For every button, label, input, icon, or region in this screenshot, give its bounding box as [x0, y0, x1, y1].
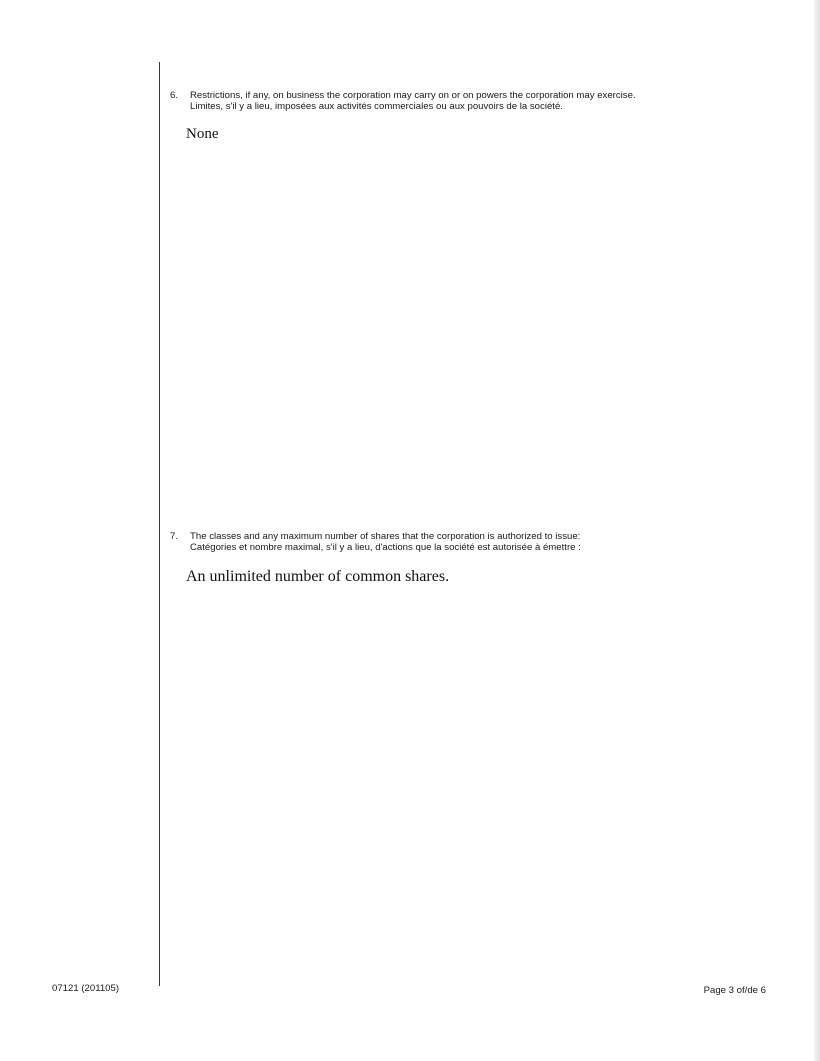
page-edge-shadow — [814, 0, 820, 1061]
section-6-restrictions — [170, 90, 790, 143]
page-number: Page 3 of/de 6 — [703, 985, 766, 996]
section-number: 6. — [170, 90, 179, 101]
section-prompt-english: Restrictions, if any, on business the corporation may carry on or on powers the corporation may exercise. — [190, 90, 636, 101]
section-number: 7. — [170, 531, 179, 542]
margin-rule — [159, 62, 160, 986]
section-answer: An unlimited number of common shares. — [186, 568, 450, 585]
form-code: 07121 (201105) — [52, 983, 120, 994]
section-prompt-french: Limites, s'il y a lieu, imposées aux activités commerciales ou aux pouvoirs de la société. — [190, 101, 563, 112]
section-prompt-english: The classes and any maximum number of shares that the corporation is authorized to issue: — [190, 531, 581, 542]
section-answer: None — [186, 126, 219, 142]
section-prompt-french: Catégories et nombre maximal, s'il y a lieu, d'actions que la société est autorisée à émettre : — [190, 542, 581, 553]
section-7-share-classes — [170, 531, 790, 586]
